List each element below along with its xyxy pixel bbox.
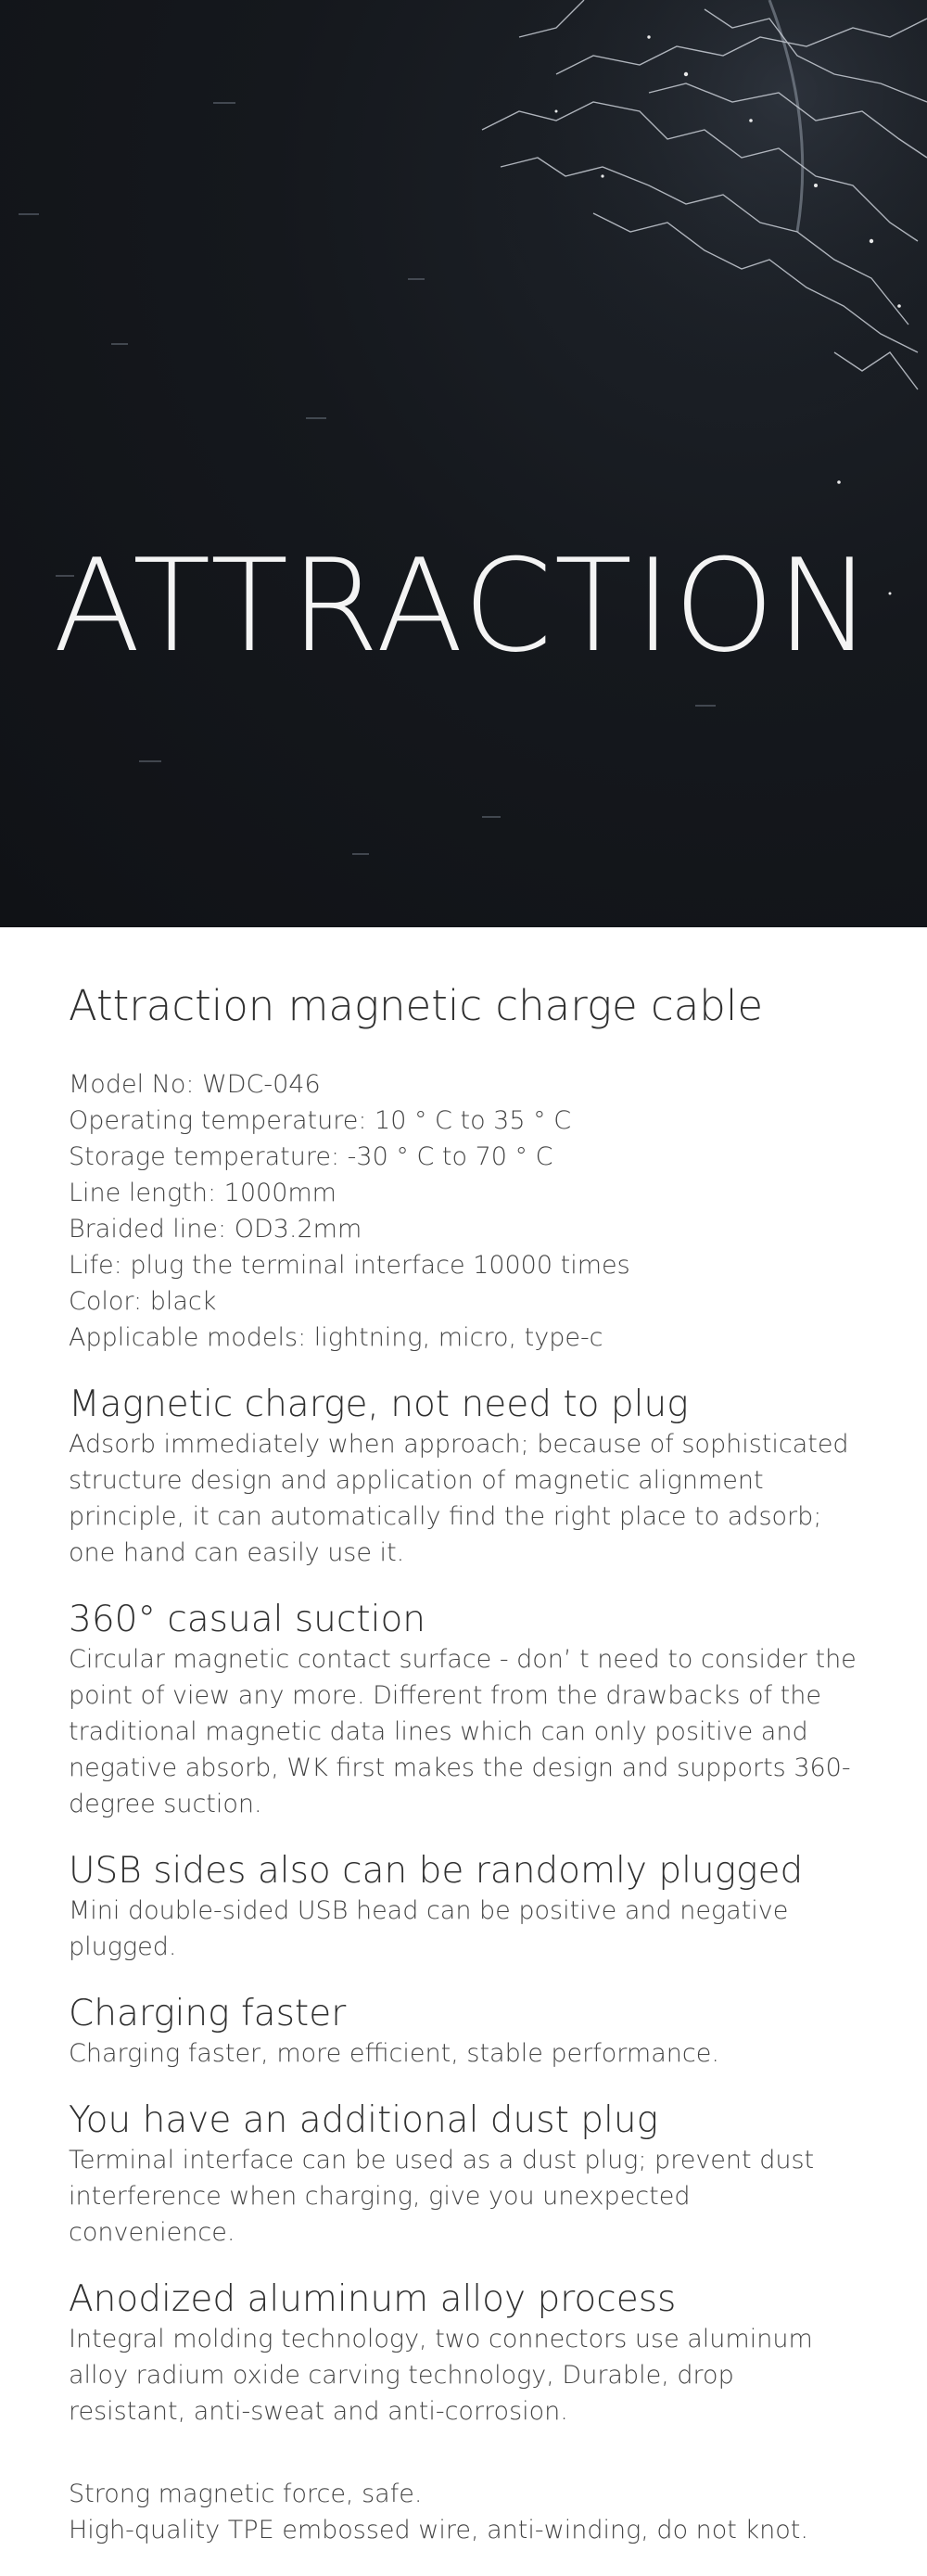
earth-lights-illustration [0,0,927,927]
feature-title: Charging faster [69,1993,347,2034]
feature-body: Circular magnetic contact surface - don’ t need to consider the point of view any more. Different from the drawbacks of the traditional magnetic data lines which can only positive and negative absorb, WK first makes the design and supports 360-degree suction. [69,1645,857,1818]
spec-color: Color: black [69,1287,217,1316]
feature-dust-plug [69,2099,858,2251]
feature-body: Integral molding technology, two connectors use aluminum alloy radium oxide carving technology, Durable, drop resistant, anti-sweat and anti-corrosion. [69,2325,813,2426]
feature-title: You have an additional dust plug [69,2099,658,2141]
feature-body: Terminal interface can be used as a dust plug; prevent dust interference when charging, give you unexpected convenience. [69,2146,815,2247]
feature-body: Adsorb immediately when approach; because of sophisticated structure design and application of magnetic alignment principle, it can automatically find the right place to adsorb; one hand can easily use it. [69,1430,849,1567]
spec-applicable-models: Applicable models: lightning, micro, type-c [69,1323,603,1352]
feature-magnetic-charge [69,1384,858,1571]
feature-title: Anodized aluminum alloy process [69,2278,677,2320]
feature-charging-faster [69,1993,858,2072]
spec-storage-temperature: Storage temperature: -30 ° C to 70 ° C [69,1142,553,1171]
feature-360-suction [69,1599,858,1822]
spec-list [69,1066,858,1356]
closing-notes [69,2476,858,2548]
closing-line-magnetic-force: Strong magnetic force, safe. [69,2480,423,2508]
feature-anodized-aluminum [69,2278,858,2429]
spec-life: Life: plug the terminal interface 10000 times [69,1251,630,1280]
spec-line-length: Line length: 1000mm [69,1179,337,1207]
spec-operating-temperature: Operating temperature: 10 ° C to 35 ° C [69,1106,572,1135]
feature-title: Magnetic charge, not need to plug [69,1384,689,1425]
feature-body: Mini double-sided USB head can be positive and negative plugged. [69,1896,789,1961]
hero-title: ATTRACTION [53,531,874,681]
closing-line-tpe-wire: High-quality TPE embossed wire, anti-winding, do not knot. [69,2516,808,2544]
spec-braided-line: Braided line: OD3.2mm [69,1215,362,1243]
spec-model: Model No: WDC-046 [69,1070,321,1099]
product-description [0,981,927,2548]
feature-usb-sides [69,1850,858,1965]
product-title: Attraction magnetic charge cable [69,981,764,1030]
feature-title: 360° casual suction [69,1599,426,1640]
feature-body: Charging faster, more efficient, stable performance. [69,2039,719,2068]
feature-title: USB sides also can be randomly plugged [69,1850,804,1892]
hero-banner [0,0,927,927]
